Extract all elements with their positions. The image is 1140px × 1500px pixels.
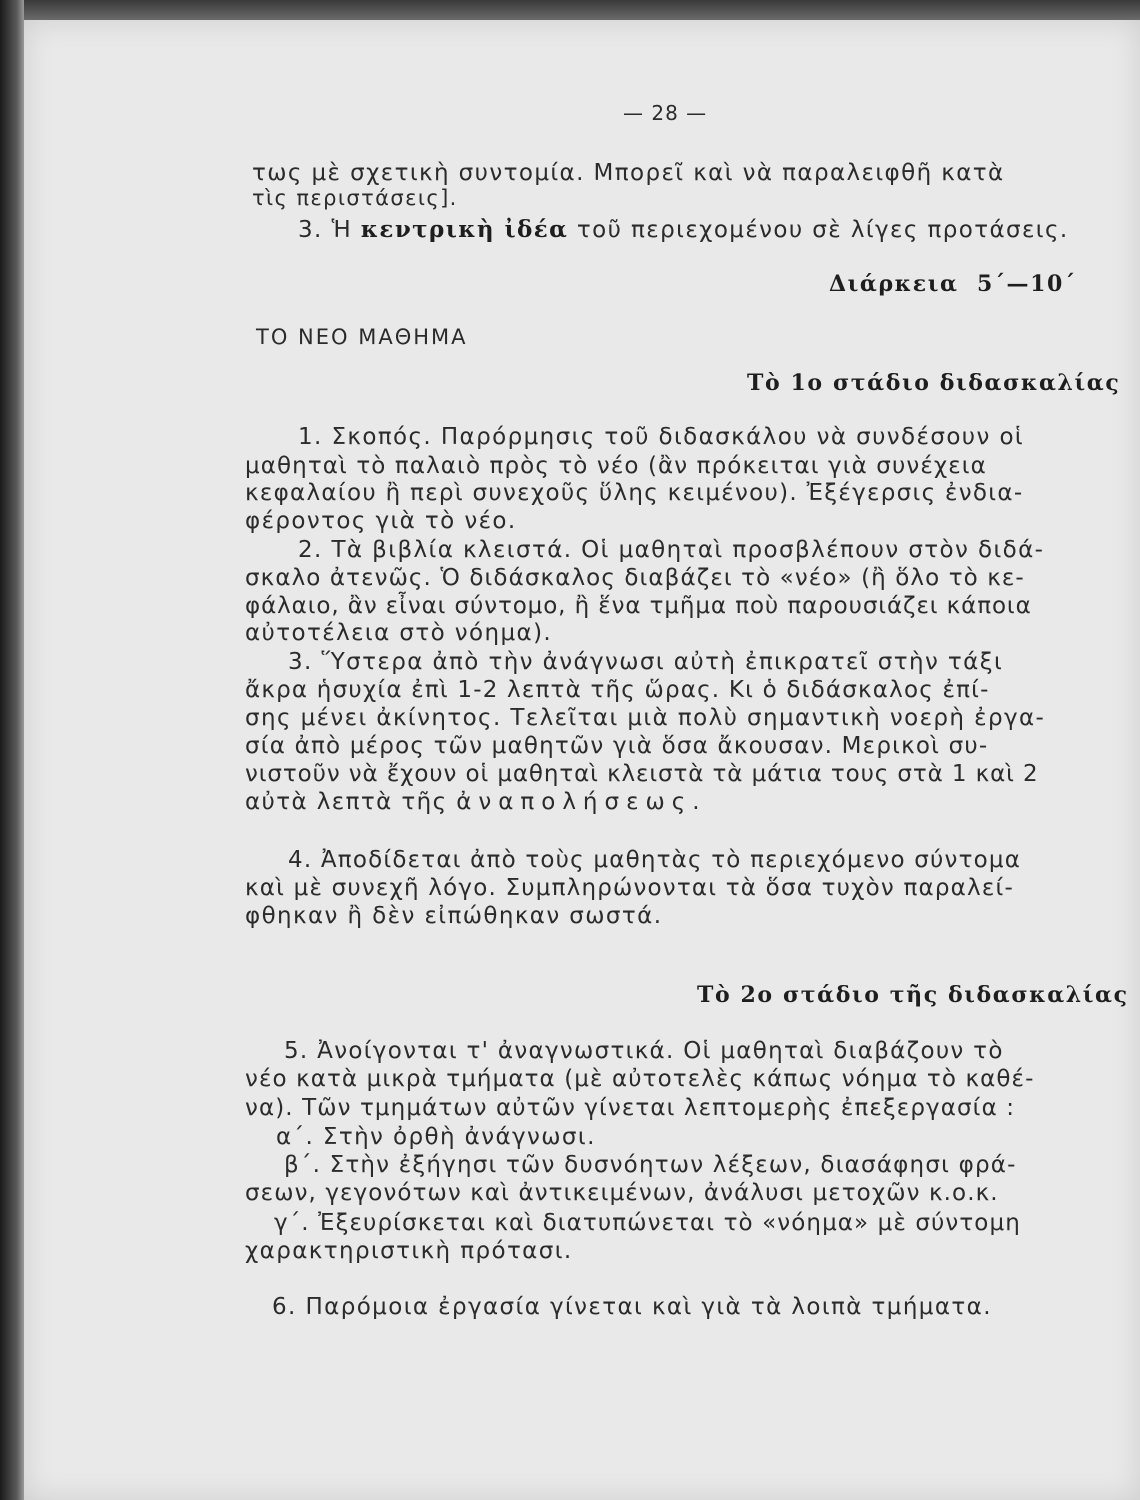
stage1-line-7: φάλαιο, ἂν εἶναι σύντομο, ἢ ἕνα τμῆμα ποὺ παρουσιάζει κάποια [245, 593, 1032, 619]
last-line-prefix: αὐτὰ λεπτὰ τῆς [245, 789, 457, 815]
section-title: ΤΟ ΝΕΟ ΜΑΘΗΜΑ [256, 325, 468, 349]
stage1-line-13: νιστοῦν νὰ ἔχουν οἱ μαθηταὶ κλειστὰ τὰ μάτια τους στὰ 1 καὶ 2 [245, 761, 1039, 787]
last-line-spaced: ἀναπολήσεως. [456, 789, 707, 815]
stage1-item4-line-3: φθηκαν ἢ δὲν εἰπώθηκαν σωστά. [245, 903, 663, 929]
item3-prefix: 3. Ἡ [298, 217, 361, 243]
stage1-line-3: κεφαλαίου ἢ περὶ συνεχοῦς ὕλης κειμένου). Ἐξέγερσις ἐνδια- [245, 480, 1024, 506]
stage1-line-12: σία ἀπὸ μέρος τῶν μαθητῶν γιὰ ὅσα ἄκουσαν. Μερικοὶ συ- [245, 733, 989, 759]
intro-line-1: τως μὲ σχετικὴ συντομία. Μπορεῖ καὶ νὰ παραλειφθῆ κατὰ [252, 160, 1005, 186]
duration-label: Διάρκεια [829, 271, 959, 297]
stage2-line-1: 5. Ἀνοίγονται τ' ἀναγνωστικά. Οἱ μαθηταὶ διαβάζουν τὸ [284, 1038, 1004, 1064]
intro-item-3 [298, 218, 1069, 242]
stage1-line-14 [245, 791, 707, 814]
page-number: — 28 — [623, 101, 708, 125]
stage1-line-8: αὐτοτέλεια στὸ νόημα). [245, 620, 553, 646]
intro-line-2: τὶς περιστάσεις]. [252, 186, 458, 210]
item3-bold: κεντρικὴ ἰδέα [360, 216, 569, 243]
stage1-line-2: μαθηταὶ τὸ παλαιὸ πρὸς τὸ νέο (ἂν πρόκειται γιὰ συνέχεια [245, 453, 987, 479]
duration-value: 5΄—10΄ [977, 271, 1077, 297]
item3-suffix: τοῦ περιεχομένου σὲ λίγες προτάσεις. [568, 217, 1069, 243]
stage1-line-5: 2. Τὰ βιβλία κλειστά. Οἱ μαθηταὶ προσβλέπουν στὸν διδά- [298, 537, 1045, 563]
stage1-line-11: σης μένει ἀκίνητος. Τελεῖται μιὰ πολὺ σημαντικὴ νοερὴ ἐργα- [245, 705, 1046, 731]
stage2-line-3: να). Τῶν τμημάτων αὐτῶν γίνεται λεπτομερὴς ἐπεξεργασία : [245, 1095, 1016, 1121]
stage2-line-5: β΄. Στὴν ἐξήγησι τῶν δυσνόητων λέξεων, διασάφησι φρά- [284, 1152, 1017, 1178]
stage1-line-9: 3. Ὕστερα ἀπὸ τὴν ἀνάγνωσι αὐτὴ ἐπικρατεῖ στὴν τάξι [288, 649, 1004, 675]
stage1-line-6: σκαλο ἀτενῶς. Ὁ διδάσκαλος διαβάζει τὸ «νέο» (ἢ ὅλο τὸ κε- [245, 565, 1025, 591]
stage2-line-2: νέο κατὰ μικρὰ τμήματα (μὲ αὐτοτελὲς κάπως νόημα τὸ καθέ- [245, 1066, 1035, 1092]
stage2-line-8: χαρακτηριστικὴ πρότασι. [245, 1238, 573, 1264]
stage2-title: Τὸ 2ο στάδιο τῆς διδασκαλίας [697, 982, 1129, 1008]
stage2-line-6: σεων, γεγονότων καὶ ἀντικειμένων, ἀνάλυσι μετοχῶν κ.ο.κ. [245, 1180, 999, 1206]
stage2-line-7: γ΄. Ἐξευρίσκεται καὶ διατυπώνεται τὸ «νόημα» μὲ σύντομη [274, 1210, 1021, 1236]
stage2-line-4: α΄. Στὴν ὀρθὴ ἀνάγνωσι. [276, 1124, 596, 1150]
stage2-line-9: 6. Παρόμοια ἐργασία γίνεται καὶ γιὰ τὰ λοιπὰ τμήματα. [272, 1294, 992, 1320]
stage1-line-10: ἄκρα ἡσυχία ἐπὶ 1-2 λεπτὰ τῆς ὥρας. Κι ὁ διδάσκαλος ἐπί- [245, 677, 990, 703]
stage1-line-4: φέροντος γιὰ τὸ νέο. [245, 508, 517, 534]
stage1-item4-line-1: 4. Ἀποδίδεται ἀπὸ τοὺς μαθητὰς τὸ περιεχόμενο σύντομα [288, 847, 1022, 873]
stage1-title: Τὸ 1ο στάδιο διδασκαλίας [747, 370, 1121, 396]
scan-top-edge [0, 0, 1140, 20]
stage1-line-1: 1. Σκοπός. Παρόρμησις τοῦ διδασκάλου νὰ συνδέσουν οἱ [298, 424, 1025, 450]
stage1-item4-line-2: καὶ μὲ συνεχῆ λόγο. Συμπληρώνονται τὰ ὅσα τυχὸν παραλεί- [245, 875, 1014, 901]
scan-left-edge [0, 0, 24, 1500]
duration [829, 273, 1077, 295]
